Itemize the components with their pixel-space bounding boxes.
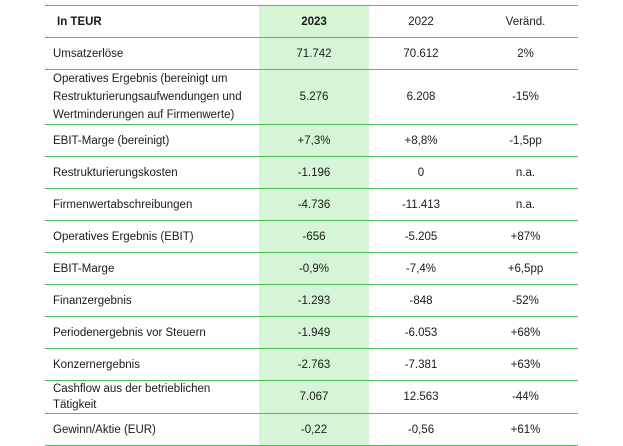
row-change: +61% — [473, 414, 578, 446]
column-header-unit: In TEUR — [45, 6, 259, 38]
row-label: Restrukturierungskosten — [45, 157, 259, 189]
row-change: +87% — [473, 221, 578, 253]
table-row — [45, 157, 578, 189]
row-value-2022: -7,4% — [369, 253, 473, 285]
table-row — [45, 317, 578, 349]
row-label: Gewinn/Aktie (EUR) — [45, 414, 259, 446]
table-row — [45, 38, 578, 70]
row-value-2022: -5.205 — [369, 221, 473, 253]
row-value-2022: -0,56 — [369, 414, 473, 446]
row-value-2023: -1.293 — [259, 285, 369, 317]
row-label: Cashflow aus der betrieblichen Tätigkeit — [45, 381, 259, 414]
row-value-2023: -2.763 — [259, 349, 369, 381]
row-label: Operatives Ergebnis (EBIT) — [45, 221, 259, 253]
table-row — [45, 125, 578, 157]
row-change: 2% — [473, 38, 578, 70]
table-row — [45, 381, 578, 414]
row-value-2022: +8,8% — [369, 125, 473, 157]
table-row — [45, 349, 578, 381]
row-value-2023: -1.196 — [259, 157, 369, 189]
table-row — [45, 221, 578, 253]
row-value-2023: 71.742 — [259, 38, 369, 70]
row-change: +63% — [473, 349, 578, 381]
table-body — [45, 38, 578, 446]
row-change: n.a. — [473, 157, 578, 189]
row-value-2023: -1.949 — [259, 317, 369, 349]
column-header-2023: 2023 — [259, 6, 369, 38]
row-change: -52% — [473, 285, 578, 317]
row-change: -44% — [473, 381, 578, 414]
row-value-2023: -0,9% — [259, 253, 369, 285]
row-value-2022: 6.208 — [369, 70, 473, 125]
row-change: n.a. — [473, 189, 578, 221]
row-value-2023: +7,3% — [259, 125, 369, 157]
row-label: Umsatzerlöse — [45, 38, 259, 70]
column-header-2022: 2022 — [369, 6, 473, 38]
table-row — [45, 285, 578, 317]
table-row — [45, 70, 578, 125]
row-label: Konzernergebnis — [45, 349, 259, 381]
row-value-2023: 5.276 — [259, 70, 369, 125]
table-row — [45, 189, 578, 221]
row-label: EBIT-Marge — [45, 253, 259, 285]
row-value-2022: -11.413 — [369, 189, 473, 221]
column-header-change: Veränd. — [473, 6, 578, 38]
row-change: +68% — [473, 317, 578, 349]
table-header — [45, 6, 578, 38]
row-value-2022: 70.612 — [369, 38, 473, 70]
row-value-2022: -6.053 — [369, 317, 473, 349]
row-label: Finanzergebnis — [45, 285, 259, 317]
row-value-2022: 0 — [369, 157, 473, 189]
financial-summary-table — [45, 5, 578, 446]
row-value-2022: -848 — [369, 285, 473, 317]
row-value-2023: -4.736 — [259, 189, 369, 221]
row-value-2023: -656 — [259, 221, 369, 253]
row-change: +6,5pp — [473, 253, 578, 285]
row-value-2023: 7.067 — [259, 381, 369, 414]
row-value-2022: 12.563 — [369, 381, 473, 414]
row-change: -15% — [473, 70, 578, 125]
table-header-row — [45, 6, 578, 38]
row-change: -1,5pp — [473, 125, 578, 157]
row-label: EBIT-Marge (bereinigt) — [45, 125, 259, 157]
row-value-2023: -0,22 — [259, 414, 369, 446]
row-label: Operatives Ergebnis (bereinigt um Restrukturierungsaufwendungen und Wertminderungen auf Firmenwerte) — [45, 70, 259, 125]
row-value-2022: -7.381 — [369, 349, 473, 381]
table-row — [45, 253, 578, 285]
table-row — [45, 414, 578, 446]
row-label: Firmenwertabschreibungen — [45, 189, 259, 221]
row-label: Periodenergebnis vor Steuern — [45, 317, 259, 349]
